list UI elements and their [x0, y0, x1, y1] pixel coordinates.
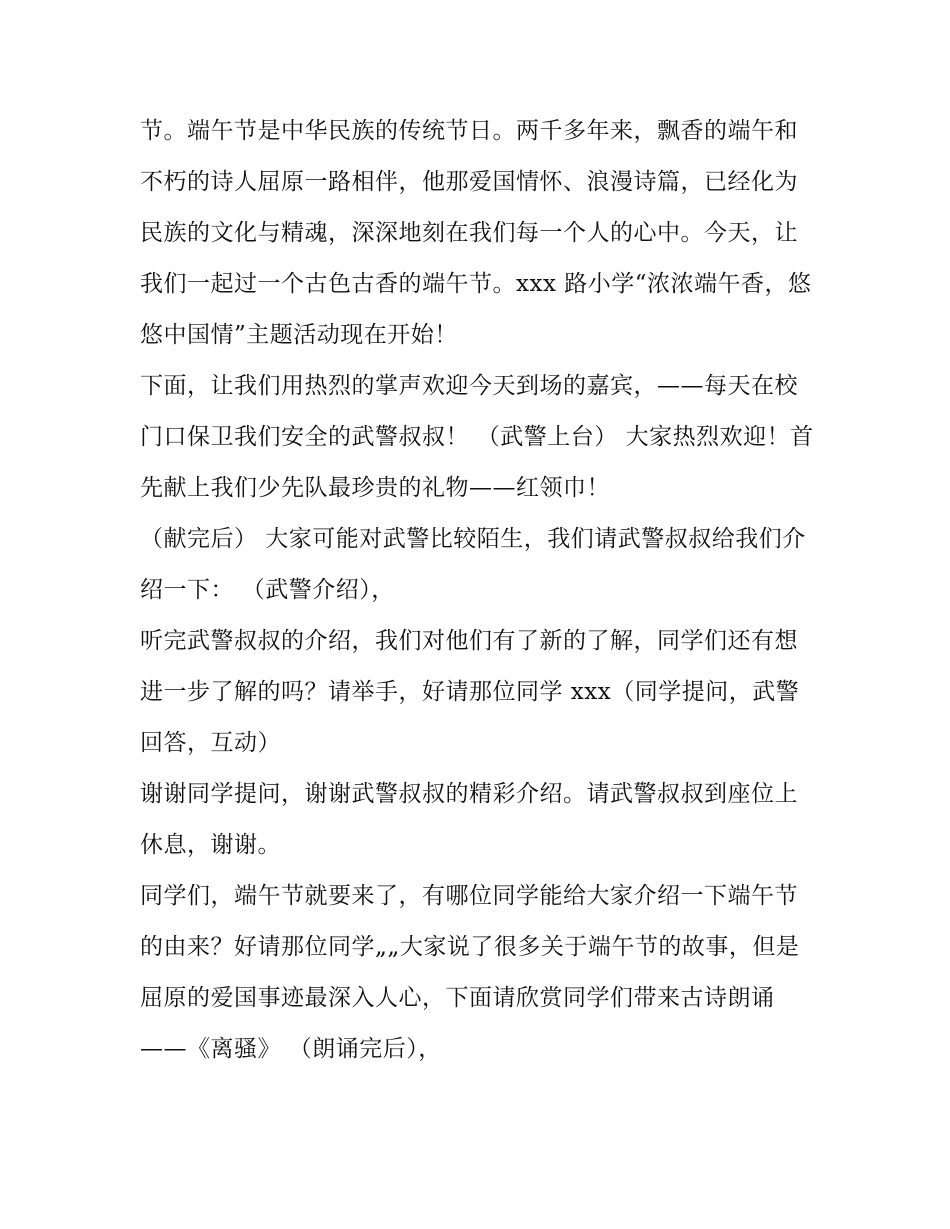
paragraph-opening: 节。端午节是中华民族的传统节日。两千多年来，飘香的端午和不朽的诗人屈原一路相伴，他那爱国情怀、浪漫诗篇，已经化为民族的文化与精魂，深深地刻在我们每一个人的心中。今天，让我们一起过一个古色古香的端午节。xxx 路小学“浓浓端午香，悠悠中国情”主题活动现在开始！	[140, 118, 812, 348]
paragraph-festival-origin: 同学们，端午节就要来了，有哪位同学能给大家介绍一下端午节的由来？好请那位同学„„大家说了很多关于端午节的故事，但是屈原的爱国事迹最深入人心，下面请欣赏同学们带来古诗朗诵	[140, 883, 800, 1011]
paragraph-guest-introduction: （献完后） 大家可能对武警比较陌生，我们请武警叔叔给我们介绍一下： （武警介绍），	[140, 526, 806, 603]
document-body	[140, 106, 815, 1075]
paragraph-welcome-guests: 下面，让我们用热烈的掌声欢迎今天到场的嘉宾，——每天在校门口保卫我们安全的武警叔叔！ （武警上台） 大家热烈欢迎！首先献上我们少先队最珍贵的礼物——红领巾！	[140, 373, 814, 501]
paragraph-poem-recital: ——《离骚》 （朗诵完后），	[140, 1036, 442, 1062]
paragraph-thanks: 谢谢同学提问，谢谢武警叔叔的精彩介绍。请武警叔叔到座位上休息，谢谢。	[140, 781, 798, 858]
paragraph-student-questions: 听完武警叔叔的介绍，我们对他们有了新的了解，同学们还有想进一步了解的吗？请举手，好请那位同学 xxx（同学提问，武警回答，互动）	[140, 628, 800, 756]
